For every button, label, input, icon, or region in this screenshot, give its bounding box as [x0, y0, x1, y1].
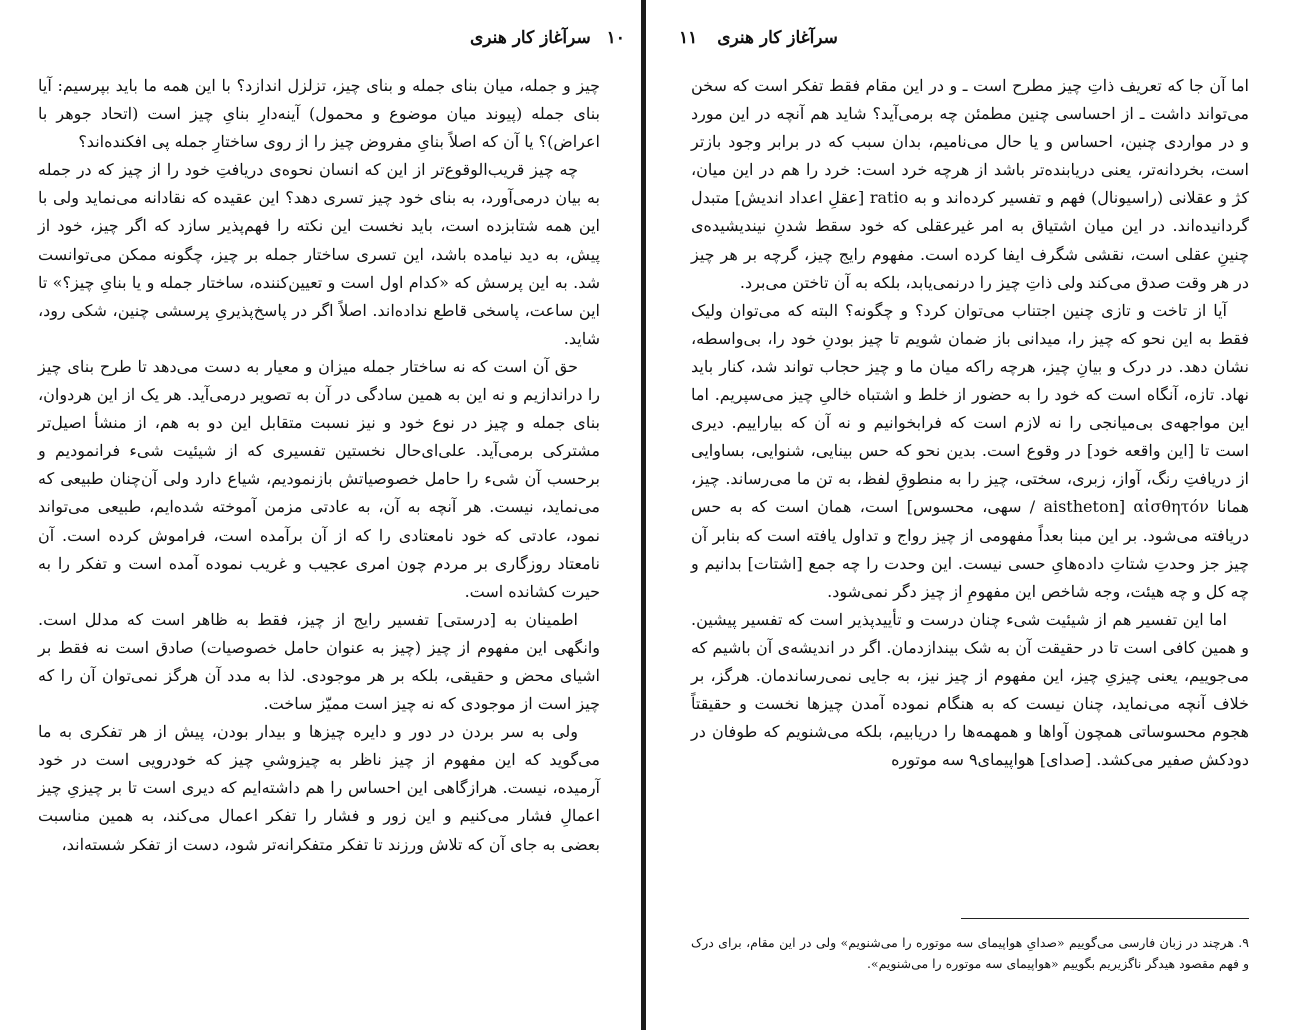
left-paragraph-3: حق آن است که نه ساختار جمله میزان و معیار به دست می‌دهد تا طرح بنای چیز را دراندازیم و نه این به همین سادگی در آن به تصویر درمی‌آید. هر یک از این هردوان، بنای جمله و چیز در نوع خود و نیز نسبت متقابل این دو به هم، از منشأ اصیل‌تر مشترکی برمی‌آید. علی‌ای‌حال نخستین تفسیری که از شیئیت شیء فرانمودیم و برحسب آن شیء را حامل خصوصیاتش بازنمودیم، شیاع دارد ولی آن‌چنان طبیعی که می‌نماید، نیست. هر آنچه به آن، به عادتی مزمن آموخته شده‌ایم، طبیعی می‌تواند نمود، عادتی که خود نامعتادی را که از آن برآمده است، فراموش کرده است. آن نامعتاد روزگاری بر مردم چون امری عجیب و غریب نموده آمده است و تفکر را به حیرت کشانده است.: [38, 356, 600, 601]
page-gutter: [641, 0, 646, 1030]
footnote-rule: [961, 918, 1249, 919]
footnote-block: [691, 932, 1249, 974]
right-running-head: [679, 28, 848, 48]
right-page: [647, 0, 1290, 1030]
right-paragraph-1: اما آن جا که تعریف ذاتِ چیز مطرح است ـ و در این مقام فقط تفکر است که سخن می‌تواند داشت ـ از احساسی چنین مطمئن چه برمی‌آید؟ شاید هم آنچه در این مورد و در مواردی چنین، احساس و یا حال می‌نامیم، بدان سبب که در برابر وجود بازتر است، بخردانه‌تر، یعنی دریابنده‌تر باشد از هرچه خرد است: خرد را هم در این میان، کژ و عقلانی (راسیونال) فهم و تفسیر کرده‌اند و به ratio [عقلِ اعداد اندیش] متبدل گردانیده‌اند. در این میان اشتیاق به امر غیرعقلی که خود سقط شدنِ نیندیشیده‌ی چنینِ عقلی است، نقشی شگرف ایفا کرده است. مفهوم رایج چیز، گرچه بر هر چیز در هر وقت صدق می‌کند ولی ذاتِ چیز را درنمی‌یابد، بلکه به آن تاختن می‌برد.: [691, 76, 1249, 292]
left-paragraph-2: چه چیز قریب‌الوقوع‌تر از این که انسان نحوه‌ی دریافتِ خود را از چیز که در جمله به بیان درمی‌آورد، به بنای خود چیز تسری دهد؟ این عقیده که نقادانه می‌نماید ولی با این همه شتابزده است، باید نخست این نکته را فهم‌پذیر سازد که اگر چیز، خود از پیش، به دید نیامده باشد، این تسری ساختار جمله بر چیز، چگونه ممکن می‌توانست شد. به این پرسش که «کدام اول است و تعیین‌کننده، ساختار جمله و یا بنایِ چیز؟» تا این ساعت، پاسخی قاطع نداده‌اند. اصلاً اگر در پاسخ‌پذیریِ پرسشی چنین، شکی رود، شاید.: [38, 160, 600, 348]
left-page-number: ۱۰: [606, 28, 625, 48]
footnote-9: ۹. هرچند در زبان فارسی می‌گوییم «صدایِ هواپیمای سه موتوره را می‌شنویم» ولی در این مقام، برای درک و فهم مقصود هیدگر ناگزیریم بگوییم «هواپیمای سه موتوره را می‌شنویم».: [691, 935, 1249, 971]
left-paragraph-1: چیز و جمله، میان بنای جمله و بنای چیز، تزلزل اندازد؟ با این همه ما باید بپرسیم: آیا بنای جمله (پیوند میان موضوع و محمول) آینه‌دارِ بنایِ چیز است (اتحاد جوهر با اعراض)؟ یا آن که اصلاً بنایِ مفروض چیز را از روی ساختارِ جمله پی افکنده‌اند؟: [38, 76, 600, 152]
right-running-title: سرآغاز کار هنری: [717, 28, 838, 48]
left-body-text: [38, 72, 600, 859]
right-body-text: [691, 72, 1249, 774]
right-paragraph-3: اما این تفسیر هم از شیئیت شیء چنان درست و تأییدپذیر است که تفسیر پیشین. و همین کافی است تا در حقیقت آن به شک بینداز‌دمان. اگر در اندیشه‌ی آن باشیم که می‌جوییم، یعنی چیزیِ چیز، این مفهوم از چیز نیز، به جایی نمی‌رساندمان. هرگز، بر خلاف آنچه می‌نماید، چنان نیست که به هنگام نموده آمدن چیزها نخست و حقیقتاً هجوم محسوساتی همچون آواها و همهمه‌ها را دریابیم، بلکه می‌شنویم که طوفان در دودکش صفیر می‌کشد. [صدای] هواپیمای۹ سه موتوره: [691, 609, 1249, 770]
left-running-head: [470, 28, 625, 48]
right-paragraph-2: آیا از تاخت و تازی چنین اجتناب می‌توان کرد؟ و چگونه؟ البته که می‌توان ولیک فقط به این نحو که چیز را، میدانی باز ضمان شویم تا چیز بودنِ خود را، بی‌واسطه، نشان دهد. در درک و بیانِ چیز، هرچه راکه میان ما و چیز حجاب تواند شد، کنار باید نهاد. تازه، آنگاه است که خود را به حضور از خلط و اشتباه خالیِ چیز می‌سپریم. اما این مواجهه‌ی بی‌میانجی را نه لازم است که فرابخوانیم و نه آن که بیاراییم. دیری است تا [این واقعه خود] در وقوع است. بدین نحو که حس بینایی، شنوایی، بساوایی از دریافتِ رنگ، آواز، زبری، سختی، چیز را به منطوقِ لفظ، به تن ما می‌رساند. چیز، همانا αἰσθητόν [aistheton / سهی، محسوس] است، همان است که به حس دریافته می‌شود. بر این مبنا بعداً مفهومی از چیز رواج و تداول یافته است که بنابر آن چیز جز وحدتِ شتاتِ داده‌هایِ حسی نیست. این وحدت را چه جمع [اشتات] بدانیم و چه کل و چه هیئت، وجه شاخص این مفهومِ از چیز دگر نمی‌شود.: [691, 300, 1249, 601]
left-running-title: سرآغاز کار هنری: [470, 28, 591, 48]
right-page-number: ۱۱: [679, 28, 698, 48]
left-paragraph-4: اطمینان به [درستی] تفسیر رایج از چیز، فقط به ظاهر است که مدلل است. وانگهی این مفهوم از چیز (چیز به عنوان حامل خصوصیات) صادق است نه فقط بر اشیای محض و حقیقی، بلکه بر هر موجودی. لذا به مدد آن هرگز نمی‌توان آن را که چیز است از موجودی که نه چیز است ممیّز ساخت.: [38, 609, 600, 714]
left-paragraph-5: ولی به سر بردن در دور و دایره چیزها و بیدار بودن، پیش از هر تفکری به ما می‌گوید که این مفهوم از چیز ناظر به چیزوشیِ چیز که خودرویی است در خود آرمیده، نیست. هرازگاهی این احساس را هم داشته‌ایم که دیری است تا بر چیزیِ چیز اعمالِ فشار می‌کنیم و این زور و فشار را تفکر اعمال می‌کند، به همین مناسبت بعضی به جای آن که تلاش ورزند تا تفکر متفکرانه‌تر شود، دست از تفکر شسته‌اند،: [38, 722, 601, 854]
left-page: [0, 0, 640, 1030]
